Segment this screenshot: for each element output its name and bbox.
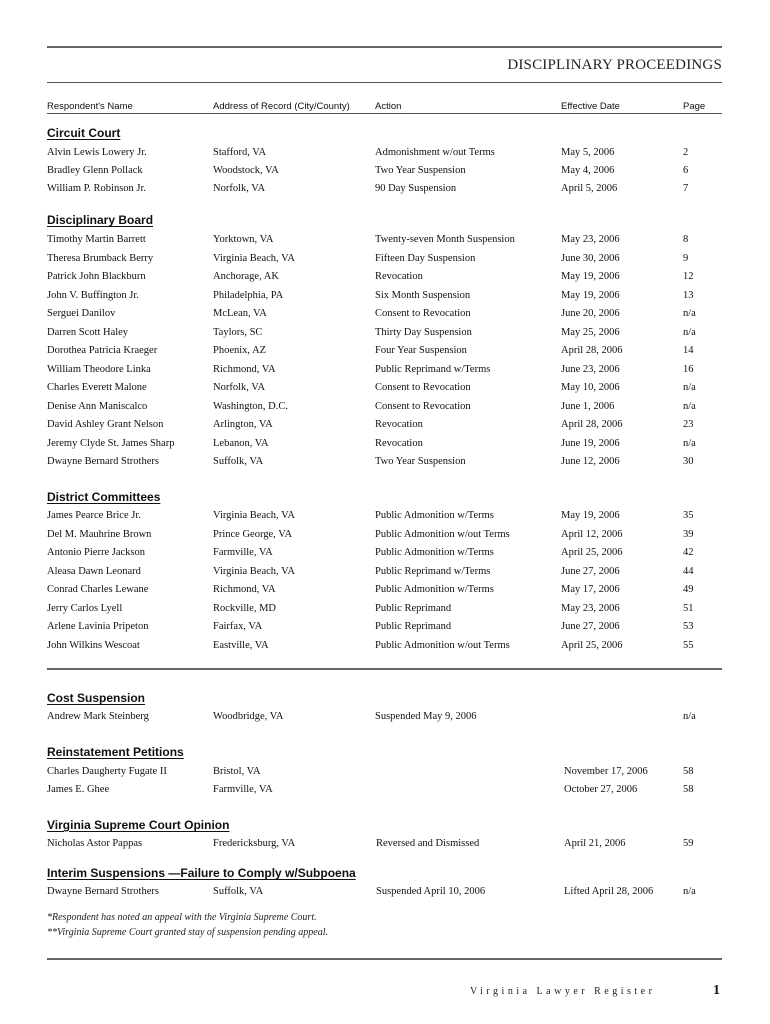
table-row	[0, 603, 770, 621]
effective-date: June 20, 2006	[561, 308, 620, 319]
action: Revocation	[375, 271, 423, 282]
address-of-record: Woodstock, VA	[213, 165, 279, 176]
address-of-record: Phoenix, AZ	[213, 345, 267, 356]
page-ref: 8	[683, 234, 689, 245]
table-row	[0, 253, 770, 271]
action: Public Admonition w/Terms	[375, 547, 494, 558]
respondent-name: Antonio Pierre Jackson	[47, 547, 145, 558]
effective-date: April 5, 2006	[561, 183, 618, 194]
page-ref: 6	[683, 165, 689, 176]
page-ref: n/a	[683, 400, 696, 412]
table-row	[0, 183, 770, 201]
respondent-name: Dorothea Patricia Kraeger	[47, 345, 158, 356]
table-row	[0, 401, 770, 419]
address-of-record: Richmond, VA	[213, 584, 276, 595]
action: Revocation	[375, 437, 423, 449]
table-row	[0, 438, 770, 456]
section-title-reinstatement-petitions: Reinstatement Petitions	[47, 745, 184, 759]
table-row	[0, 165, 770, 183]
page-ref: 23	[683, 419, 694, 430]
table-row	[0, 327, 770, 345]
action: Two Year Suspension	[375, 456, 466, 467]
action: Public Admonition w/Terms	[375, 510, 494, 521]
action: Suspended April 10, 2006	[376, 886, 486, 897]
page-ref: 42	[683, 547, 694, 558]
mid-rule	[47, 668, 722, 670]
page-ref: 14	[683, 345, 694, 356]
page-ref: 58	[683, 766, 694, 777]
title-rule	[47, 82, 722, 83]
action: Admonishment w/out Terms	[375, 147, 495, 158]
table-row	[0, 364, 770, 382]
action: Four Year Suspension	[375, 345, 467, 356]
footnote-stay: **Virginia Supreme Court granted stay of suspension pending appeal.	[47, 927, 329, 938]
effective-date: April 25, 2006	[561, 547, 623, 558]
address-of-record: Virginia Beach, VA	[213, 565, 295, 577]
table-row	[0, 234, 770, 252]
page-ref: 9	[683, 252, 689, 264]
effective-date: June 23, 2006	[561, 363, 620, 375]
table-row	[0, 784, 770, 802]
respondent-name: Dwayne Bernard Strothers	[47, 456, 159, 467]
respondent-name: James Pearce Brice Jr.	[47, 510, 141, 521]
respondent-name: John Wilkins Wescoat	[47, 639, 140, 651]
page-ref: n/a	[683, 437, 696, 449]
address-of-record: Eastville, VA	[213, 639, 269, 651]
address-of-record: Bristol, VA	[213, 766, 261, 777]
effective-date: May 17, 2006	[561, 584, 620, 595]
page-ref: 16	[683, 363, 694, 375]
respondent-name: Conrad Charles Lewane	[47, 584, 149, 595]
action: Public Reprimand	[375, 621, 452, 632]
table-row	[0, 838, 770, 856]
action: Six Month Suspension	[375, 289, 471, 301]
effective-date: June 1, 2006	[561, 400, 615, 412]
table-row	[0, 510, 770, 528]
page-ref: 35	[683, 510, 694, 521]
address-of-record: Farmville, VA	[213, 784, 273, 795]
effective-date: May 4, 2006	[561, 165, 615, 176]
page-ref: n/a	[683, 308, 696, 319]
respondent-name: William Theodore Linka	[47, 363, 151, 375]
page-ref: 12	[683, 271, 694, 282]
effective-date: May 23, 2006	[561, 234, 620, 245]
address-of-record: Suffolk, VA	[213, 456, 264, 467]
effective-date: May 23, 2006	[561, 602, 620, 614]
address-of-record: Norfolk, VA	[213, 183, 266, 194]
effective-date: October 27, 2006	[564, 784, 638, 795]
header-rule	[47, 113, 722, 114]
column-header-action: Action	[375, 101, 402, 112]
bottom-rule	[47, 958, 722, 960]
respondent-name: James E. Ghee	[47, 784, 110, 795]
effective-date: April 12, 2006	[561, 528, 623, 540]
respondent-name: Jerry Carlos Lyell	[47, 602, 123, 614]
page-title: DISCIPLINARY PROCEEDINGS	[507, 57, 722, 73]
respondent-name: Alvin Lewis Lowery Jr.	[47, 147, 147, 158]
table-row	[0, 345, 770, 363]
address-of-record: Yorktown, VA	[213, 234, 274, 245]
table-row	[0, 271, 770, 289]
table-row	[0, 886, 770, 904]
action: Twenty-seven Month Suspension	[375, 234, 515, 245]
respondent-name: Charles Daugherty Fugate II	[47, 766, 167, 777]
action: Fifteen Day Suspension	[375, 252, 476, 264]
table-row	[0, 566, 770, 584]
table-row	[0, 529, 770, 547]
respondent-name: Timothy Martin Barrett	[47, 234, 146, 245]
page-ref: 7	[683, 183, 689, 194]
action: Revocation	[375, 419, 423, 430]
effective-date: May 10, 2006	[561, 382, 620, 393]
section-title-circuit-court: Circuit Court	[47, 126, 121, 140]
action: Public Reprimand w/Terms	[375, 565, 491, 577]
page-ref: n/a	[683, 886, 696, 897]
footer-publication: Virginia Lawyer Register	[470, 986, 656, 997]
respondent-name: Patrick John Blackburn	[47, 271, 146, 282]
effective-date: November 17, 2006	[564, 766, 648, 777]
action: Consent to Revocation	[375, 400, 471, 412]
respondent-name: Serguei Danilov	[47, 308, 116, 319]
column-header-date: Effective Date	[561, 101, 620, 112]
table-row	[0, 621, 770, 639]
table-row	[0, 711, 770, 729]
page-ref: 2	[683, 147, 689, 158]
respondent-name: Jeremy Clyde St. James Sharp	[47, 437, 175, 449]
table-row	[0, 640, 770, 658]
effective-date: June 30, 2006	[561, 252, 620, 264]
section-title-disciplinary-board: Disciplinary Board	[47, 213, 154, 227]
address-of-record: Suffolk, VA	[213, 886, 264, 897]
address-of-record: Anchorage, AK	[213, 271, 279, 282]
address-of-record: Farmville, VA	[213, 547, 273, 558]
page-ref: 59	[683, 838, 694, 849]
action: Public Admonition w/Terms	[375, 584, 494, 595]
effective-date: Lifted April 28, 2006	[564, 886, 654, 897]
top-rule	[47, 46, 722, 48]
action: Reversed and Dismissed	[376, 838, 480, 849]
action: 90 Day Suspension	[375, 183, 457, 194]
page-ref: 39	[683, 528, 694, 540]
address-of-record: Fredericksburg, VA	[213, 838, 296, 849]
page-number: 1	[713, 983, 720, 998]
effective-date: June 27, 2006	[561, 621, 620, 632]
page-ref: 55	[683, 639, 694, 651]
respondent-name: Del M. Mauhrine Brown	[47, 528, 152, 540]
footnote-appeal: *Respondent has noted an appeal with the Virginia Supreme Court.	[47, 912, 317, 923]
address-of-record: Virginia Beach, VA	[213, 510, 295, 521]
table-row	[0, 456, 770, 474]
column-header-page: Page	[683, 101, 706, 112]
address-of-record: Philadelphia, PA	[213, 289, 284, 301]
effective-date: May 19, 2006	[561, 271, 620, 282]
respondent-name: Andrew Mark Steinberg	[47, 711, 149, 722]
respondent-name: David Ashley Grant Nelson	[47, 419, 164, 430]
action: Public Reprimand	[375, 602, 452, 614]
address-of-record: Arlington, VA	[213, 419, 273, 430]
action: Consent to Revocation	[375, 382, 471, 393]
respondent-name: Theresa Brumback Berry	[47, 252, 154, 264]
respondent-name: Aleasa Dawn Leonard	[47, 565, 141, 577]
effective-date: April 25, 2006	[561, 639, 623, 651]
section-title-district-committees: District Committees	[47, 490, 161, 504]
respondent-name: Denise Ann Maniscalco	[47, 400, 148, 412]
address-of-record: Rockville, MD	[213, 602, 276, 614]
address-of-record: Fairfax, VA	[213, 621, 263, 632]
page-ref: 58	[683, 784, 694, 795]
table-row	[0, 308, 770, 326]
table-row	[0, 547, 770, 565]
page-ref: 53	[683, 621, 694, 632]
table-row	[0, 147, 770, 165]
action: Public Reprimand w/Terms	[375, 363, 491, 375]
address-of-record: Stafford, VA	[213, 147, 267, 158]
address-of-record: Lebanon, VA	[213, 437, 269, 449]
section-title-supreme-court-opinion: Virginia Supreme Court Opinion	[47, 818, 230, 832]
address-of-record: Virginia Beach, VA	[213, 252, 295, 264]
respondent-name: Charles Everett Malone	[47, 382, 147, 393]
page-ref: n/a	[683, 711, 696, 722]
respondent-name: Arlene Lavinia Pripeton	[47, 621, 149, 632]
page-ref: n/a	[683, 326, 696, 338]
column-header-name: Respondent's Name	[47, 101, 133, 112]
respondent-name: Darren Scott Haley	[47, 326, 129, 338]
address-of-record: McLean, VA	[213, 308, 267, 319]
page-ref: 30	[683, 456, 694, 467]
address-of-record: Washington, D.C.	[213, 400, 288, 412]
table-row	[0, 766, 770, 784]
effective-date: May 19, 2006	[561, 510, 620, 521]
respondent-name: John V. Buffington Jr.	[47, 289, 139, 301]
effective-date: May 19, 2006	[561, 289, 620, 301]
action: Public Admonition w/out Terms	[375, 528, 510, 540]
address-of-record: Richmond, VA	[213, 363, 276, 375]
page-ref: 44	[683, 565, 694, 577]
action: Suspended May 9, 2006	[375, 711, 477, 722]
table-row	[0, 290, 770, 308]
column-header-address: Address of Record (City/County)	[213, 101, 350, 112]
page-ref: 13	[683, 289, 694, 301]
effective-date: April 28, 2006	[561, 419, 623, 430]
page-ref: 49	[683, 584, 694, 595]
table-row	[0, 382, 770, 400]
section-title-cost-suspension: Cost Suspension	[47, 691, 146, 705]
respondent-name: Dwayne Bernard Strothers	[47, 886, 159, 897]
table-row	[0, 584, 770, 602]
effective-date: May 5, 2006	[561, 147, 615, 158]
effective-date: May 25, 2006	[561, 326, 620, 338]
action: Public Admonition w/out Terms	[375, 639, 510, 651]
effective-date: June 27, 2006	[561, 565, 620, 577]
respondent-name: Nicholas Astor Pappas	[47, 838, 143, 849]
effective-date: April 28, 2006	[561, 345, 623, 356]
respondent-name: Bradley Glenn Pollack	[47, 165, 143, 176]
address-of-record: Prince George, VA	[213, 528, 293, 540]
page-ref: 51	[683, 602, 694, 614]
action: Consent to Revocation	[375, 308, 471, 319]
address-of-record: Norfolk, VA	[213, 382, 266, 393]
address-of-record: Taylors, SC	[213, 326, 263, 338]
effective-date: June 19, 2006	[561, 437, 620, 449]
effective-date: June 12, 2006	[561, 456, 620, 467]
page-ref: n/a	[683, 382, 696, 393]
action: Two Year Suspension	[375, 165, 466, 176]
table-row	[0, 419, 770, 437]
effective-date: April 21, 2006	[564, 838, 626, 849]
action: Thirty Day Suspension	[375, 326, 472, 338]
address-of-record: Woodbridge, VA	[213, 711, 284, 722]
respondent-name: William P. Robinson Jr.	[47, 183, 147, 194]
section-title-interim-suspensions: Interim Suspensions —Failure to Comply w/Subpoena	[47, 866, 356, 880]
